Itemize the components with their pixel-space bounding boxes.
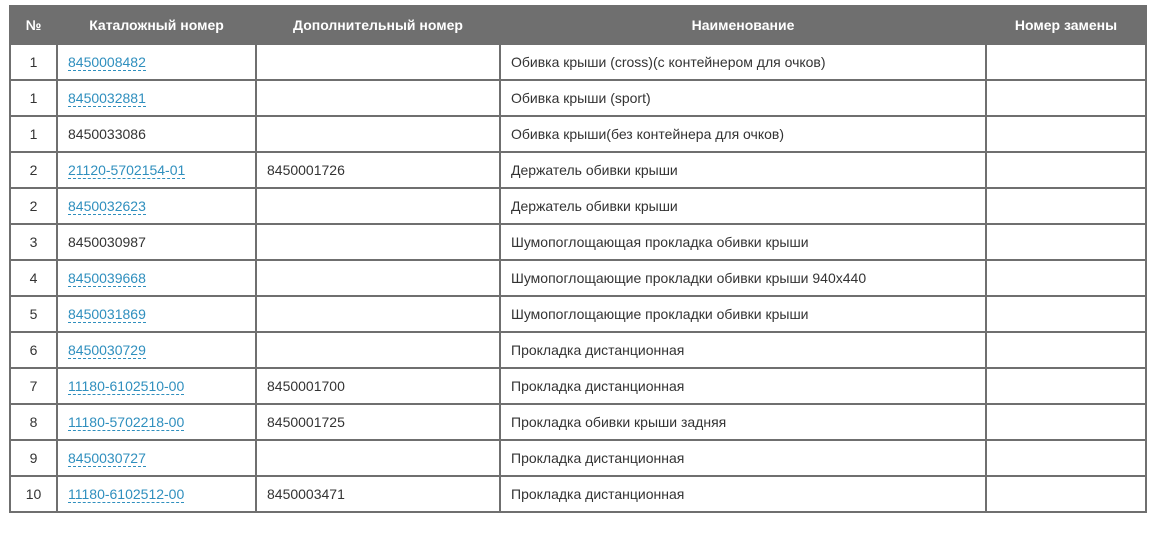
table-row [10,404,1146,440]
part-name-cell: Прокладка дистанционная [500,368,986,404]
table-row [10,332,1146,368]
catalog-number-cell [57,440,256,476]
additional-number-cell [256,296,500,332]
table-header-row [10,6,1146,44]
part-name-cell: Прокладка дистанционная [500,440,986,476]
part-name-cell: Обивка крыши (cross)(с контейнером для очков) [500,44,986,80]
row-num-cell: 9 [10,440,57,476]
catalog-number-link[interactable]: 8450030727 [68,450,146,466]
catalog-number-link[interactable]: 8450039668 [68,270,146,286]
header-catalog-number: Каталожный номер [57,6,256,44]
replacement-number-cell [986,440,1146,476]
catalog-number-link[interactable]: 21120-5702154-01 [68,162,186,178]
catalog-number-cell [57,368,256,404]
replacement-number-cell [986,404,1146,440]
replacement-number-cell [986,224,1146,260]
catalog-number-cell [57,152,256,188]
table-row [10,368,1146,404]
catalog-number-cell [57,332,256,368]
additional-number-cell [256,260,500,296]
catalog-number-link[interactable]: 11180-6102510-00 [68,378,185,394]
replacement-number-cell [986,476,1146,512]
row-num-cell: 1 [10,80,57,116]
part-name-cell: Прокладка дистанционная [500,476,986,512]
additional-number-cell [256,80,500,116]
catalog-number-cell [57,260,256,296]
table-row [10,116,1146,152]
table-row [10,440,1146,476]
row-num-cell: 3 [10,224,57,260]
part-name-cell: Держатель обивки крыши [500,152,986,188]
catalog-number-cell [57,296,256,332]
table-row [10,260,1146,296]
replacement-number-cell [986,368,1146,404]
catalog-number-link[interactable]: 11180-6102512-00 [68,486,185,502]
additional-number-cell [256,44,500,80]
additional-number-cell: 8450001726 [256,152,500,188]
additional-number-cell: 8450001700 [256,368,500,404]
replacement-number-cell [986,152,1146,188]
row-num-cell: 1 [10,116,57,152]
header-additional-number: Дополнительный номер [256,6,500,44]
table-row [10,224,1146,260]
catalog-number-cell [57,116,256,152]
additional-number-cell [256,116,500,152]
catalog-number-link[interactable]: 8450031869 [68,306,146,322]
replacement-number-cell [986,80,1146,116]
table-row [10,152,1146,188]
replacement-number-cell [986,116,1146,152]
row-num-cell: 7 [10,368,57,404]
row-num-cell: 8 [10,404,57,440]
table-row [10,476,1146,512]
table-body [10,44,1146,512]
catalog-number-link[interactable]: 8450032623 [68,198,146,214]
additional-number-cell [256,188,500,224]
part-name-cell: Шумопоглощающие прокладки обивки крыши [500,296,986,332]
header-name: Наименование [500,6,986,44]
catalog-number-cell [57,80,256,116]
catalog-number-link[interactable]: 8450008482 [68,54,146,70]
additional-number-cell: 8450003471 [256,476,500,512]
catalog-number-cell [57,476,256,512]
part-name-cell: Шумопоглощающие прокладки обивки крыши 940х440 [500,260,986,296]
part-name-cell: Обивка крыши (sport) [500,80,986,116]
row-num-cell: 2 [10,188,57,224]
catalog-number-link[interactable]: 11180-5702218-00 [68,414,185,430]
part-name-cell: Прокладка дистанционная [500,332,986,368]
header-num: № [10,6,57,44]
additional-number-cell [256,224,500,260]
catalog-number-cell [57,44,256,80]
row-num-cell: 1 [10,44,57,80]
catalog-number-link[interactable]: 8450032881 [68,90,146,106]
table-row [10,80,1146,116]
row-num-cell: 5 [10,296,57,332]
row-num-cell: 6 [10,332,57,368]
replacement-number-cell [986,296,1146,332]
row-num-cell: 4 [10,260,57,296]
parts-table [9,5,1147,513]
catalog-number-link[interactable]: 8450030729 [68,342,146,358]
part-name-cell: Шумопоглощающая прокладка обивки крыши [500,224,986,260]
additional-number-cell [256,440,500,476]
additional-number-cell: 8450001725 [256,404,500,440]
catalog-number-text: 8450033086 [68,126,146,142]
replacement-number-cell [986,188,1146,224]
row-num-cell: 2 [10,152,57,188]
additional-number-cell [256,332,500,368]
table-row [10,44,1146,80]
header-replacement-number: Номер замены [986,6,1146,44]
catalog-number-cell [57,188,256,224]
replacement-number-cell [986,260,1146,296]
replacement-number-cell [986,332,1146,368]
part-name-cell: Держатель обивки крыши [500,188,986,224]
catalog-number-text: 8450030987 [68,234,146,250]
catalog-number-cell [57,224,256,260]
part-name-cell: Прокладка обивки крыши задняя [500,404,986,440]
catalog-number-cell [57,404,256,440]
part-name-cell: Обивка крыши(без контейнера для очков) [500,116,986,152]
table-row [10,188,1146,224]
table-row [10,296,1146,332]
row-num-cell: 10 [10,476,57,512]
replacement-number-cell [986,44,1146,80]
